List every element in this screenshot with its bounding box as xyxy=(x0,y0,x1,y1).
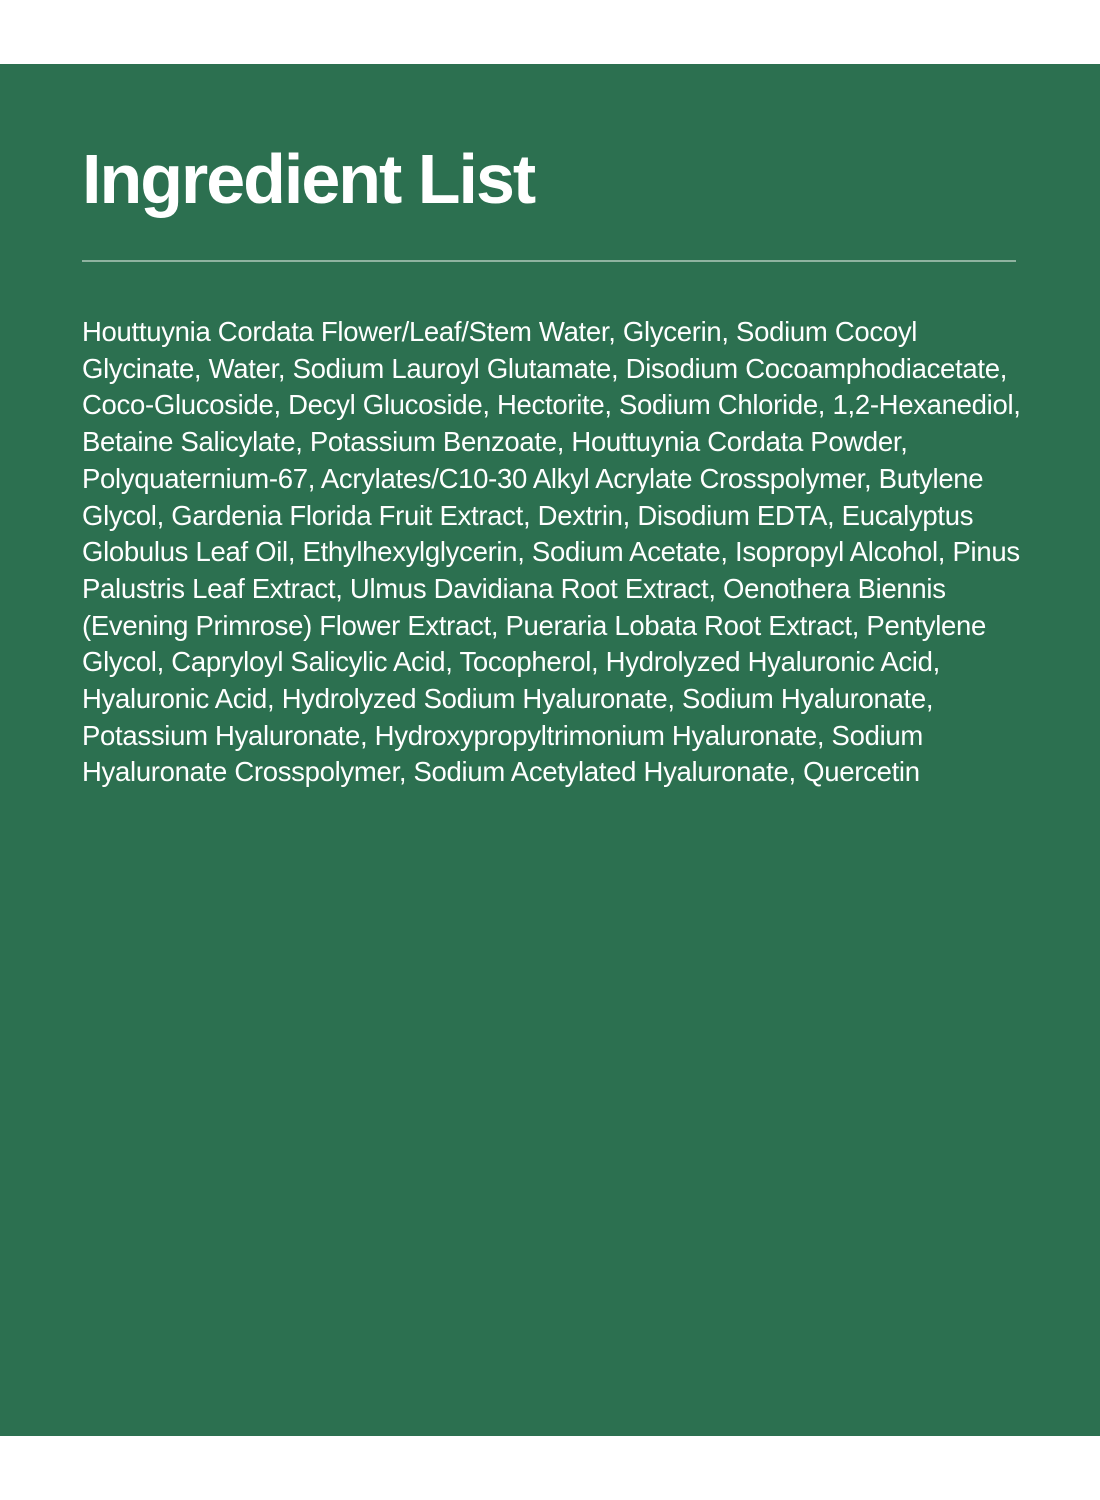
title-divider xyxy=(82,260,1016,262)
page-title: Ingredient List xyxy=(82,140,535,218)
ingredient-list-text: Houttuynia Cordata Flower/Leaf/Stem Water, Glycerin, Sodium Cocoyl Glycinate, Water, Sodium Lauroyl Glutamate, Disodium Cocoamphodiacetate, Coco-Glucoside, Decyl Glucoside, Hectorite, Sodium Chloride, 1,2-Hexanediol, Betaine Salicylate, Potassium Benzoate, Houttuynia Cordata Powder, Polyquaternium-67, Acrylates/C10-30 Alkyl Acrylate Crosspolymer, Butylene Glycol, Gardenia Florida Fruit Extract, Dextrin, Disodium EDTA, Eucalyptus Globulus Leaf Oil, Ethylhexylglycerin, Sodium Acetate, Isopropyl Alcohol, Pinus Palustris Leaf Extract, Ulmus Davidiana Root Extract, Oenothera Biennis (Evening Primrose) Flower Extract, Pueraria Lobata Root Extract, Pentylene Glycol, Capryloyl Salicylic Acid, Tocopherol, Hydrolyzed Hyaluronic Acid, Hyaluronic Acid, Hydrolyzed Sodium Hyaluronate, Sodium Hyaluronate, Potassium Hyaluronate, Hydroxypropyltrimonium Hyaluronate, Sodium Hyaluronate Crosspolymer, Sodium Acetylated Hyaluronate, Quercetin xyxy=(82,316,1021,788)
ingredient-panel xyxy=(0,64,1100,1436)
